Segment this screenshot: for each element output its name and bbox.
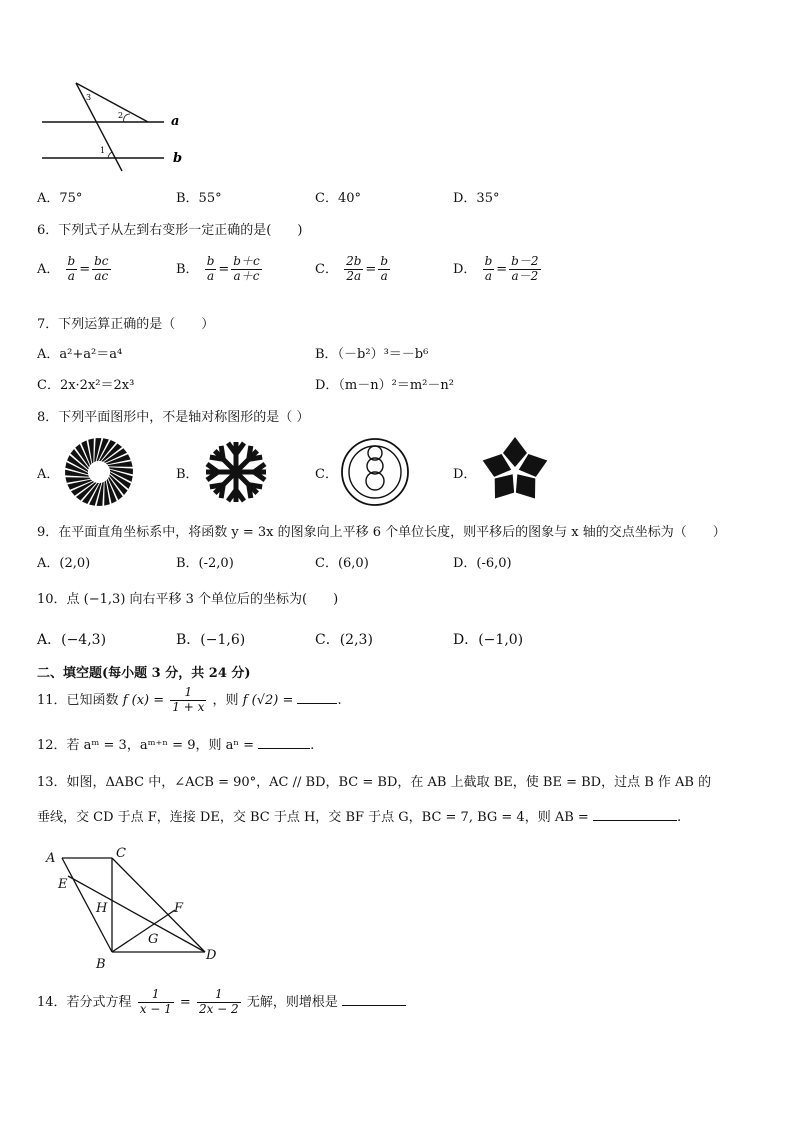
angle2-label: 2 [118,111,124,120]
q11: 11．已知函数 f (x) = $\frac{1}{1 + x}$ ，则 f (√2) = . [37,685,342,714]
q7-option-b: B．（－b²）³＝－b⁶ [315,347,429,362]
angle1-label: 1 [100,146,106,155]
q9-stem: 9．在平面直角坐标系中，将函数 y = 3x 的图象向上平移 6 个单位长度，则平移后的图象与 x 轴的交点坐标为（ ） [37,525,726,540]
q8-stem: 8．下列平面图形中，不是轴对称图形的是（ ） [37,410,310,425]
q5-option-d: D．35° [453,191,500,206]
q5-option-b: B．55° [176,191,222,206]
q6-option-b: B． $\frac{b}{a}$ = $\frac{b+c}{a+c}$ [176,254,260,283]
section-heading-fill-blank: 二、填空题(每小题 3 分，共 24 分) [37,666,251,681]
q6-option-a: A． $\frac{b}{a}$ = $\frac{bc}{ac}$ [37,254,109,283]
q5-option-c: C．40° [315,191,361,206]
label-a: a [171,114,180,129]
q12: 12．若 aᵐ = 3，aᵐ⁺ⁿ = 9，则 aⁿ = . [37,738,315,753]
q13-line1: 13．如图，ΔABC 中，∠ACB = 90°，AC // BD，BC = BD，在 AB 上截取 BE，使 BE = BD，过点 B 作 AB 的 [37,775,712,790]
q8-figure-c-circles-icon [340,437,410,507]
q9-option-a: A．(2,0) [37,556,91,571]
q5-option-a: A．75° [37,191,83,206]
q8-label-a: A． [37,467,60,482]
q8-label-c: C． [315,467,338,482]
q13-label-d: D [206,948,217,963]
q10-stem: 10．点 (−1,3) 向右平移 3 个单位后的坐标为( ) [37,592,339,607]
q13-geometry-figure [40,842,230,970]
q8-label-d: D． [453,467,477,482]
q13-label-c: C [116,846,126,861]
q7-option-c: C．2x·2x²＝2x³ [37,378,135,393]
q6-stem: 6．下列式子从左到右变形一定正确的是( ) [37,223,303,238]
angle3-label: 3 [86,93,92,102]
q9-option-b: B．(-2,0) [176,556,234,571]
q10-option-b: B．(−1,6) [176,632,246,648]
q7-option-a: A．a²+a²＝a⁴ [37,347,123,362]
q12-answer-blank[interactable] [258,748,310,749]
q13-label-f: F [174,901,184,916]
q8-figure-a-sunburst-icon [64,437,134,507]
q14-answer-blank[interactable] [342,1005,406,1006]
q13-label-g: G [148,932,159,947]
label-b: b [173,151,183,166]
q11-answer-blank[interactable] [297,703,337,704]
q6-option-c: C． $\frac{2b}{2a}$ = $\frac{b}{a}$ [315,254,389,283]
q10-option-d: D．(−1,0) [453,632,524,648]
q8-figure-b-snowflake-icon [202,438,270,506]
q13-label-h: H [96,901,108,916]
q6-option-d: D． $\frac{b}{a}$ = $\frac{b-2}{a-2}$ [453,254,539,283]
q10-option-a: A．(−4,3) [37,632,107,648]
q13-line2: 垂线，交 CD 于点 F，连接 DE，交 BC 于点 H，交 BF 于点 G，BC = 7, BG = 4，则 AB = . [37,810,682,825]
q13-label-b: B [96,957,106,970]
q9-option-d: D．(-6,0) [453,556,512,571]
q7-stem: 7．下列运算正确的是（ ） [37,317,215,332]
parallel-lines-figure [38,78,198,178]
q14: 14．若分式方程 $\frac{1}{x - 1}$ = $\frac{1}{2x - 2}$ 无解，则增根是 [37,988,406,1017]
q7-option-d: D．（m－n）²＝m²－n² [315,378,454,393]
q8-label-b: B． [176,467,199,482]
q8-figure-d-star-icon [478,435,552,507]
q13-label-e: E [58,877,68,892]
q13-answer-blank[interactable] [593,820,677,821]
q10-option-c: C．(2,3) [315,632,373,648]
q13-label-a: A [46,851,56,866]
q9-option-c: C．(6,0) [315,556,369,571]
